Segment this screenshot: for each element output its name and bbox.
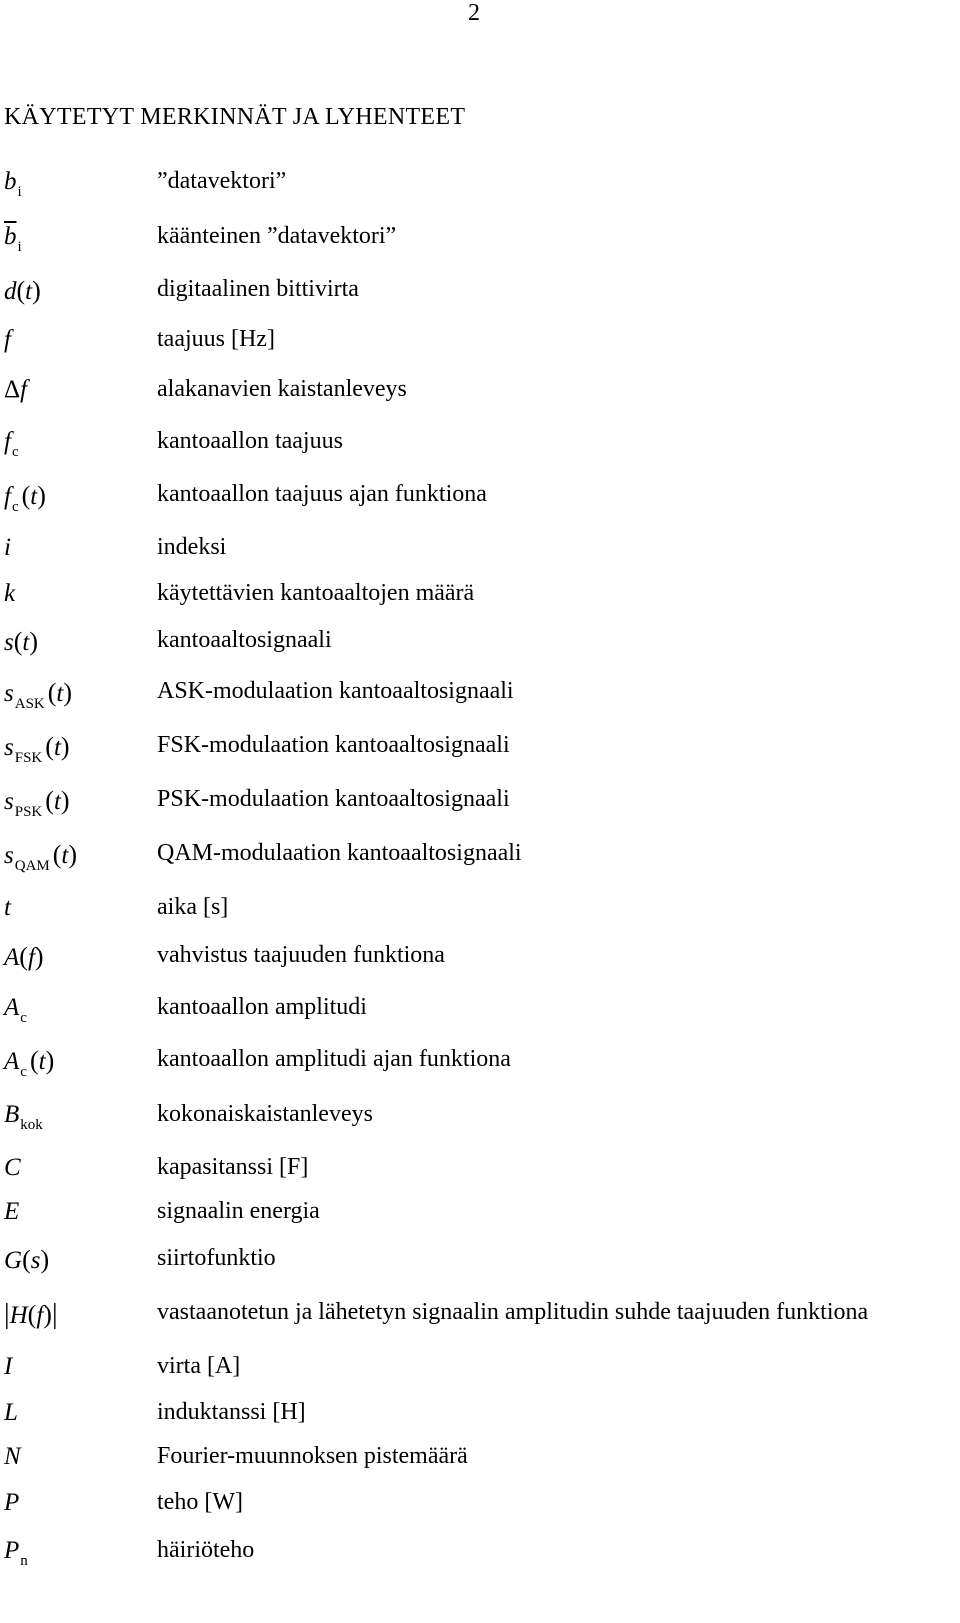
symbol-row [0,1101,960,1145]
symbol-base: A [4,994,20,1021]
symbol-row [0,994,960,1038]
symbol [4,1198,19,1226]
symbol-row [0,1245,960,1289]
symbol-row [0,1299,960,1343]
abs-bar-right: | [51,1299,58,1330]
symbol-base: C [4,1154,21,1181]
symbol-base: s [4,788,14,815]
symbol-row [0,376,960,420]
paren-close: ) [60,786,70,815]
symbol-description: kantoaallon taajuus [157,428,343,454]
symbol-subscript: FSK [14,750,43,766]
symbol [4,276,41,306]
symbol-base: s [4,629,14,656]
paren-open: ( [45,786,54,815]
symbol-base: s [4,680,14,707]
symbol [4,1399,18,1427]
symbol-argument: s [30,1247,41,1274]
symbol-subscript: PSK [14,804,43,820]
symbol-subscript: c [11,444,19,460]
symbol-base: P [4,1489,20,1516]
symbol-argument: t [56,680,64,707]
symbol-description: PSK-modulaation kantoaaltosignaali [157,786,510,812]
symbol-row [0,678,960,722]
symbol-description: kokonaiskaistanleveys [157,1101,373,1127]
symbol [4,1353,12,1381]
symbol-description: siirtofunktio [157,1245,276,1271]
symbol-base: N [4,1443,21,1470]
symbol-subscript: ASK [14,696,45,712]
symbol [4,1537,31,1569]
symbol-description: QAM-modulaation kantoaaltosignaali [157,840,522,866]
symbol-base: s [4,734,14,761]
paren-close: ) [40,1245,50,1274]
symbol-row [0,481,960,525]
symbol [4,840,78,874]
symbol [4,894,11,922]
symbol-description: ”datavektori” [157,168,287,194]
symbol-base: A [4,1048,20,1075]
symbol-description: Fourier-muunnoksen pistemäärä [157,1443,468,1469]
symbol-description: signaalin energia [157,1198,320,1224]
symbol [4,994,30,1026]
symbol [4,580,15,608]
symbol-base: f [4,326,11,353]
symbol [4,223,25,255]
symbol-base: P [4,1537,20,1564]
paren-open: ( [19,942,28,971]
symbol-base: f [20,376,28,403]
symbol-base: E [4,1198,20,1225]
symbol-subscript: c [11,499,19,515]
symbol [4,1443,21,1471]
paren-close: ) [63,678,73,707]
symbol-description: vastaanotetun ja lähetetyn signaalin amplitudin suhde taajuuden funktiona [157,1299,869,1325]
paren-open: ( [52,840,62,869]
symbol-prefix: Δ [4,376,21,403]
symbol-argument: t [22,629,30,656]
symbol-description: teho [W] [157,1489,243,1515]
symbol-base: f [4,483,11,510]
symbol-base: L [4,1399,18,1426]
symbol-row [0,534,960,578]
symbol [4,1489,19,1517]
symbol-description: käytettävien kantoaaltojen määrä [157,580,475,606]
symbol-subscript: c [20,1064,27,1080]
symbol-base: t [4,894,11,921]
symbol-row [0,840,960,884]
paren-open: ( [21,481,31,510]
symbol-row [0,1443,960,1487]
symbol-argument: t [53,788,61,815]
paren-close: ) [32,276,41,305]
symbol-description: induktanssi [H] [157,1399,306,1425]
page-number: 2 [468,0,480,26]
symbol-description: kantoaallon amplitudi ajan funktiona [157,1046,511,1072]
paren-open: ( [22,1245,31,1274]
symbol-base: A [4,944,20,971]
symbol [4,678,73,712]
paren-close: ) [43,1300,52,1329]
symbol-description: kantoaallon amplitudi [157,994,367,1020]
symbol-row [0,786,960,830]
symbol [4,481,46,515]
symbol-subscript: i [17,184,22,200]
symbol-subscript: QAM [14,858,50,874]
symbol-row [0,223,960,267]
symbol-row [0,1537,960,1581]
symbol-description: alakanavien kaistanleveys [157,376,407,402]
symbol-description: kantoaallon taajuus ajan funktiona [157,481,487,507]
symbol-base: k [4,580,16,607]
symbol-row [0,580,960,624]
symbol-base: H [9,1302,28,1329]
paren-open: ( [29,1046,39,1075]
symbol-description: indeksi [157,534,227,560]
paren-close: ) [45,1046,55,1075]
symbol-row [0,1154,960,1198]
symbol-description: vahvistus taajuuden funktiona [157,942,445,968]
symbol [4,1245,49,1275]
symbol-description: käänteinen ”datavektori” [157,223,397,249]
symbol [4,942,44,972]
symbol [4,534,11,562]
symbol-subscript: n [20,1553,28,1569]
symbol-row [0,1353,960,1397]
symbol-description: digitaalinen bittivirta [157,276,359,302]
symbol [4,732,70,766]
paren-close: ) [37,481,46,510]
symbol-argument: t [38,1048,46,1075]
symbol-argument: t [61,842,69,869]
symbol [4,1154,21,1182]
page-title: KÄYTETYT MERKINNÄT JA LYHENTEET [4,104,466,130]
symbol-row [0,168,960,212]
paren-close: ) [60,732,70,761]
symbol-base: I [4,1353,13,1380]
paren-open: ( [27,1300,37,1329]
symbol [4,1299,58,1331]
symbol-subscript: i [17,239,22,255]
symbol-base: B [4,1101,20,1128]
symbol [4,1101,46,1133]
symbol-row [0,1198,960,1242]
symbol [4,326,11,354]
symbol-base: G [4,1247,23,1274]
symbol [4,376,27,404]
symbol-argument: t [25,278,33,305]
symbol-argument: t [30,483,38,510]
symbol-description: häiriöteho [157,1537,255,1563]
symbol-row [0,1489,960,1533]
symbol [4,786,70,820]
symbol-row [0,428,960,472]
symbol-description: kapasitanssi [F] [157,1154,309,1180]
symbol-description: FSK-modulaation kantoaaltosignaali [157,732,510,758]
symbol-description: taajuus [Hz] [157,326,275,352]
symbol-base: b [4,168,17,195]
symbol-row [0,732,960,776]
symbol-row [0,276,960,320]
symbol-description: aika [s] [157,894,229,920]
paren-open: ( [16,276,26,305]
paren-close: ) [29,627,39,656]
symbol-base: f [4,428,11,455]
symbol-row [0,942,960,986]
symbol-argument: t [53,734,61,761]
paren-open: ( [45,732,54,761]
symbol [4,428,22,460]
symbol-base: d [4,278,17,305]
symbol-argument: f [36,1302,44,1329]
symbol-subscript: c [20,1010,27,1026]
symbol-argument: f [27,944,35,971]
symbol-base: s [4,842,14,869]
symbol-subscript: kok [20,1117,43,1133]
symbol-description: ASK-modulaation kantoaaltosignaali [157,678,514,704]
symbol [4,1046,55,1080]
paren-open: ( [47,678,57,707]
paren-close: ) [68,840,78,869]
symbol-row [0,326,960,370]
symbol-row [0,1046,960,1090]
abs-bar-left: | [4,1299,10,1330]
paren-close: ) [34,942,44,971]
paren-open: ( [13,627,23,656]
symbol-row [0,894,960,938]
symbol [4,627,38,657]
symbol-description: kantoaaltosignaali [157,627,332,653]
symbol-row [0,1399,960,1443]
symbol-base: i [4,534,11,561]
symbol-description: virta [A] [157,1353,241,1379]
symbol-base: $\overline{b}$ [4,223,17,250]
symbol [4,168,25,200]
symbol-row [0,627,960,671]
